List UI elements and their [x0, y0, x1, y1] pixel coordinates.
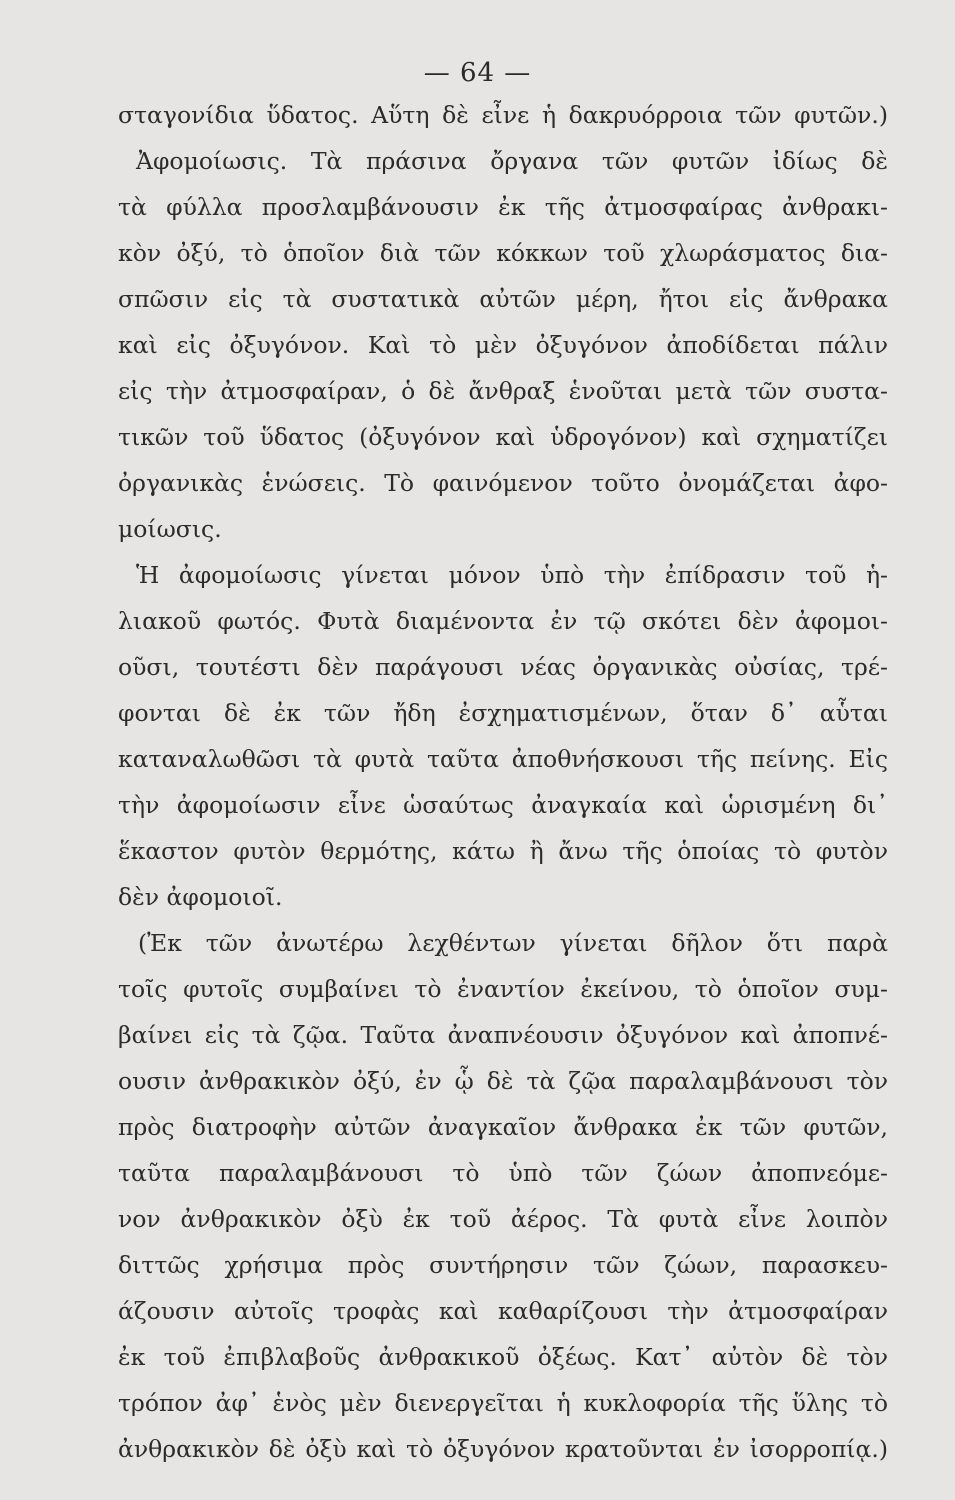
text-line: τοῖς φυτοῖς συμβαίνει τὸ ἐναντίον ἐκείνου, τὸ ὁποῖον συμ- [118, 975, 888, 1003]
text-line: τὰ φύλλα προσλαμβάνουσιν ἐκ τῆς ἀτμοσφαίρας ἀνθρακι- [118, 193, 888, 221]
text-line: φονται δὲ ἐκ τῶν ἤδη ἐσχηματισμένων, ὅταν δ᾽ αὗται [118, 699, 888, 727]
text-line: βαίνει εἰς τὰ ζῷα. Ταῦτα ἀναπνέουσιν ὀξυγόνον καὶ ἀποπνέ- [118, 1021, 888, 1049]
text-line: καταναλωθῶσι τὰ φυτὰ ταῦτα ἀποθνήσκουσι τῆς πείνης. Εἰς [118, 745, 888, 773]
text-line: πρὸς διατροφὴν αὐτῶν ἀναγκαῖον ἄνθρακα ἐκ τῶν φυτῶν, [118, 1113, 888, 1141]
text-line: σπῶσιν εἰς τὰ συστατικὰ αὐτῶν μέρη, ἤτοι εἰς ἄνθρακα [118, 285, 888, 313]
text-line: διττῶς χρήσιμα πρὸς συντήρησιν τῶν ζώων, παρασκευ- [118, 1251, 888, 1279]
text-line: μοίωσις. [118, 515, 222, 543]
text-line: ταῦτα παραλαμβάνουσι τὸ ὑπὸ τῶν ζώων ἀποπνεόμε- [118, 1159, 888, 1187]
text-line: νον ἀνθρακικὸν ὀξὺ ἐκ τοῦ ἀέρος. Τὰ φυτὰ εἶνε λοιπὸν [118, 1205, 888, 1233]
text-line: εἰς τὴν ἀτμοσφαίραν, ὁ δὲ ἄνθραξ ἑνοῦται μετὰ τῶν συστα- [118, 377, 888, 405]
text-line: τὴν ἀφομοίωσιν εἶνε ὡσαύτως ἀναγκαία καὶ ὡρισμένη δι᾽ [118, 791, 888, 819]
text-line: ἕκαστον φυτὸν θερμότης, κάτω ἢ ἄνω τῆς ὁποίας τὸ φυτὸν [118, 837, 888, 865]
text-line: ἐκ τοῦ ἐπιβλαβοῦς ἀνθρακικοῦ ὀξέως. Κατ᾽ αὐτὸν δὲ τὸν [118, 1343, 888, 1371]
page-number: — 64 — [423, 58, 532, 88]
text-line: ἀνθρακικὸν δὲ ὀξὺ καὶ τὸ ὀξυγόνον κρατοῦνται ἐν ἰσορροπίᾳ.) [118, 1435, 888, 1463]
text-line: Ἀφομοίωσις. Τὰ πράσινα ὄργανα τῶν φυτῶν ἰδίως δὲ [136, 147, 888, 175]
text-line: τρόπον ἀφ᾽ ἑνὸς μὲν διενεργεῖται ἡ κυκλοφορία τῆς ὕλης τὸ [118, 1389, 888, 1417]
text-line: οῦσι, τουτέστι δὲν παράγουσι νέας ὀργανικὰς οὐσίας, τρέ- [118, 653, 888, 681]
text-line: άζουσιν αὐτοῖς τροφὰς καὶ καθαρίζουσι τὴν ἀτμοσφαίραν [118, 1297, 888, 1325]
text-line: ὀργανικὰς ἑνώσεις. Τὸ φαινόμενον τοῦτο ὀνομάζεται ἀφο- [118, 469, 888, 497]
text-line: δὲν ἀφομοιοῖ. [118, 883, 283, 911]
text-line: (Ἐκ τῶν ἀνωτέρω λεχθέντων γίνεται δῆλον ὅτι παρὰ [138, 929, 888, 957]
text-line: Ἡ ἀφομοίωσις γίνεται μόνον ὑπὸ τὴν ἐπίδρασιν τοῦ ἡ- [136, 561, 888, 589]
text-line: τικῶν τοῦ ὕδατος (ὀξυγόνον καὶ ὑδρογόνον) καὶ σχηματίζει [118, 423, 888, 451]
body-text [118, 92, 888, 1472]
text-line: λιακοῦ φωτός. Φυτὰ διαμένοντα ἐν τῷ σκότει δὲν ἀφομοι- [118, 607, 888, 635]
text-line: ουσιν ἀνθρακικὸν ὀξύ, ἐν ᾧ δὲ τὰ ζῷα παραλαμβάνουσι τὸν [118, 1067, 888, 1095]
text-line: σταγονίδια ὕδατος. Αὕτη δὲ εἶνε ἡ δακρυόρροια τῶν φυτῶν.) [118, 101, 888, 129]
text-line: κὸν ὀξύ, τὸ ὁποῖον διὰ τῶν κόκκων τοῦ χλωράσματος δια- [118, 239, 888, 267]
text-line: καὶ εἰς ὀξυγόνον. Καὶ τὸ μὲν ὀξυγόνον ἀποδίδεται πάλιν [118, 331, 888, 359]
